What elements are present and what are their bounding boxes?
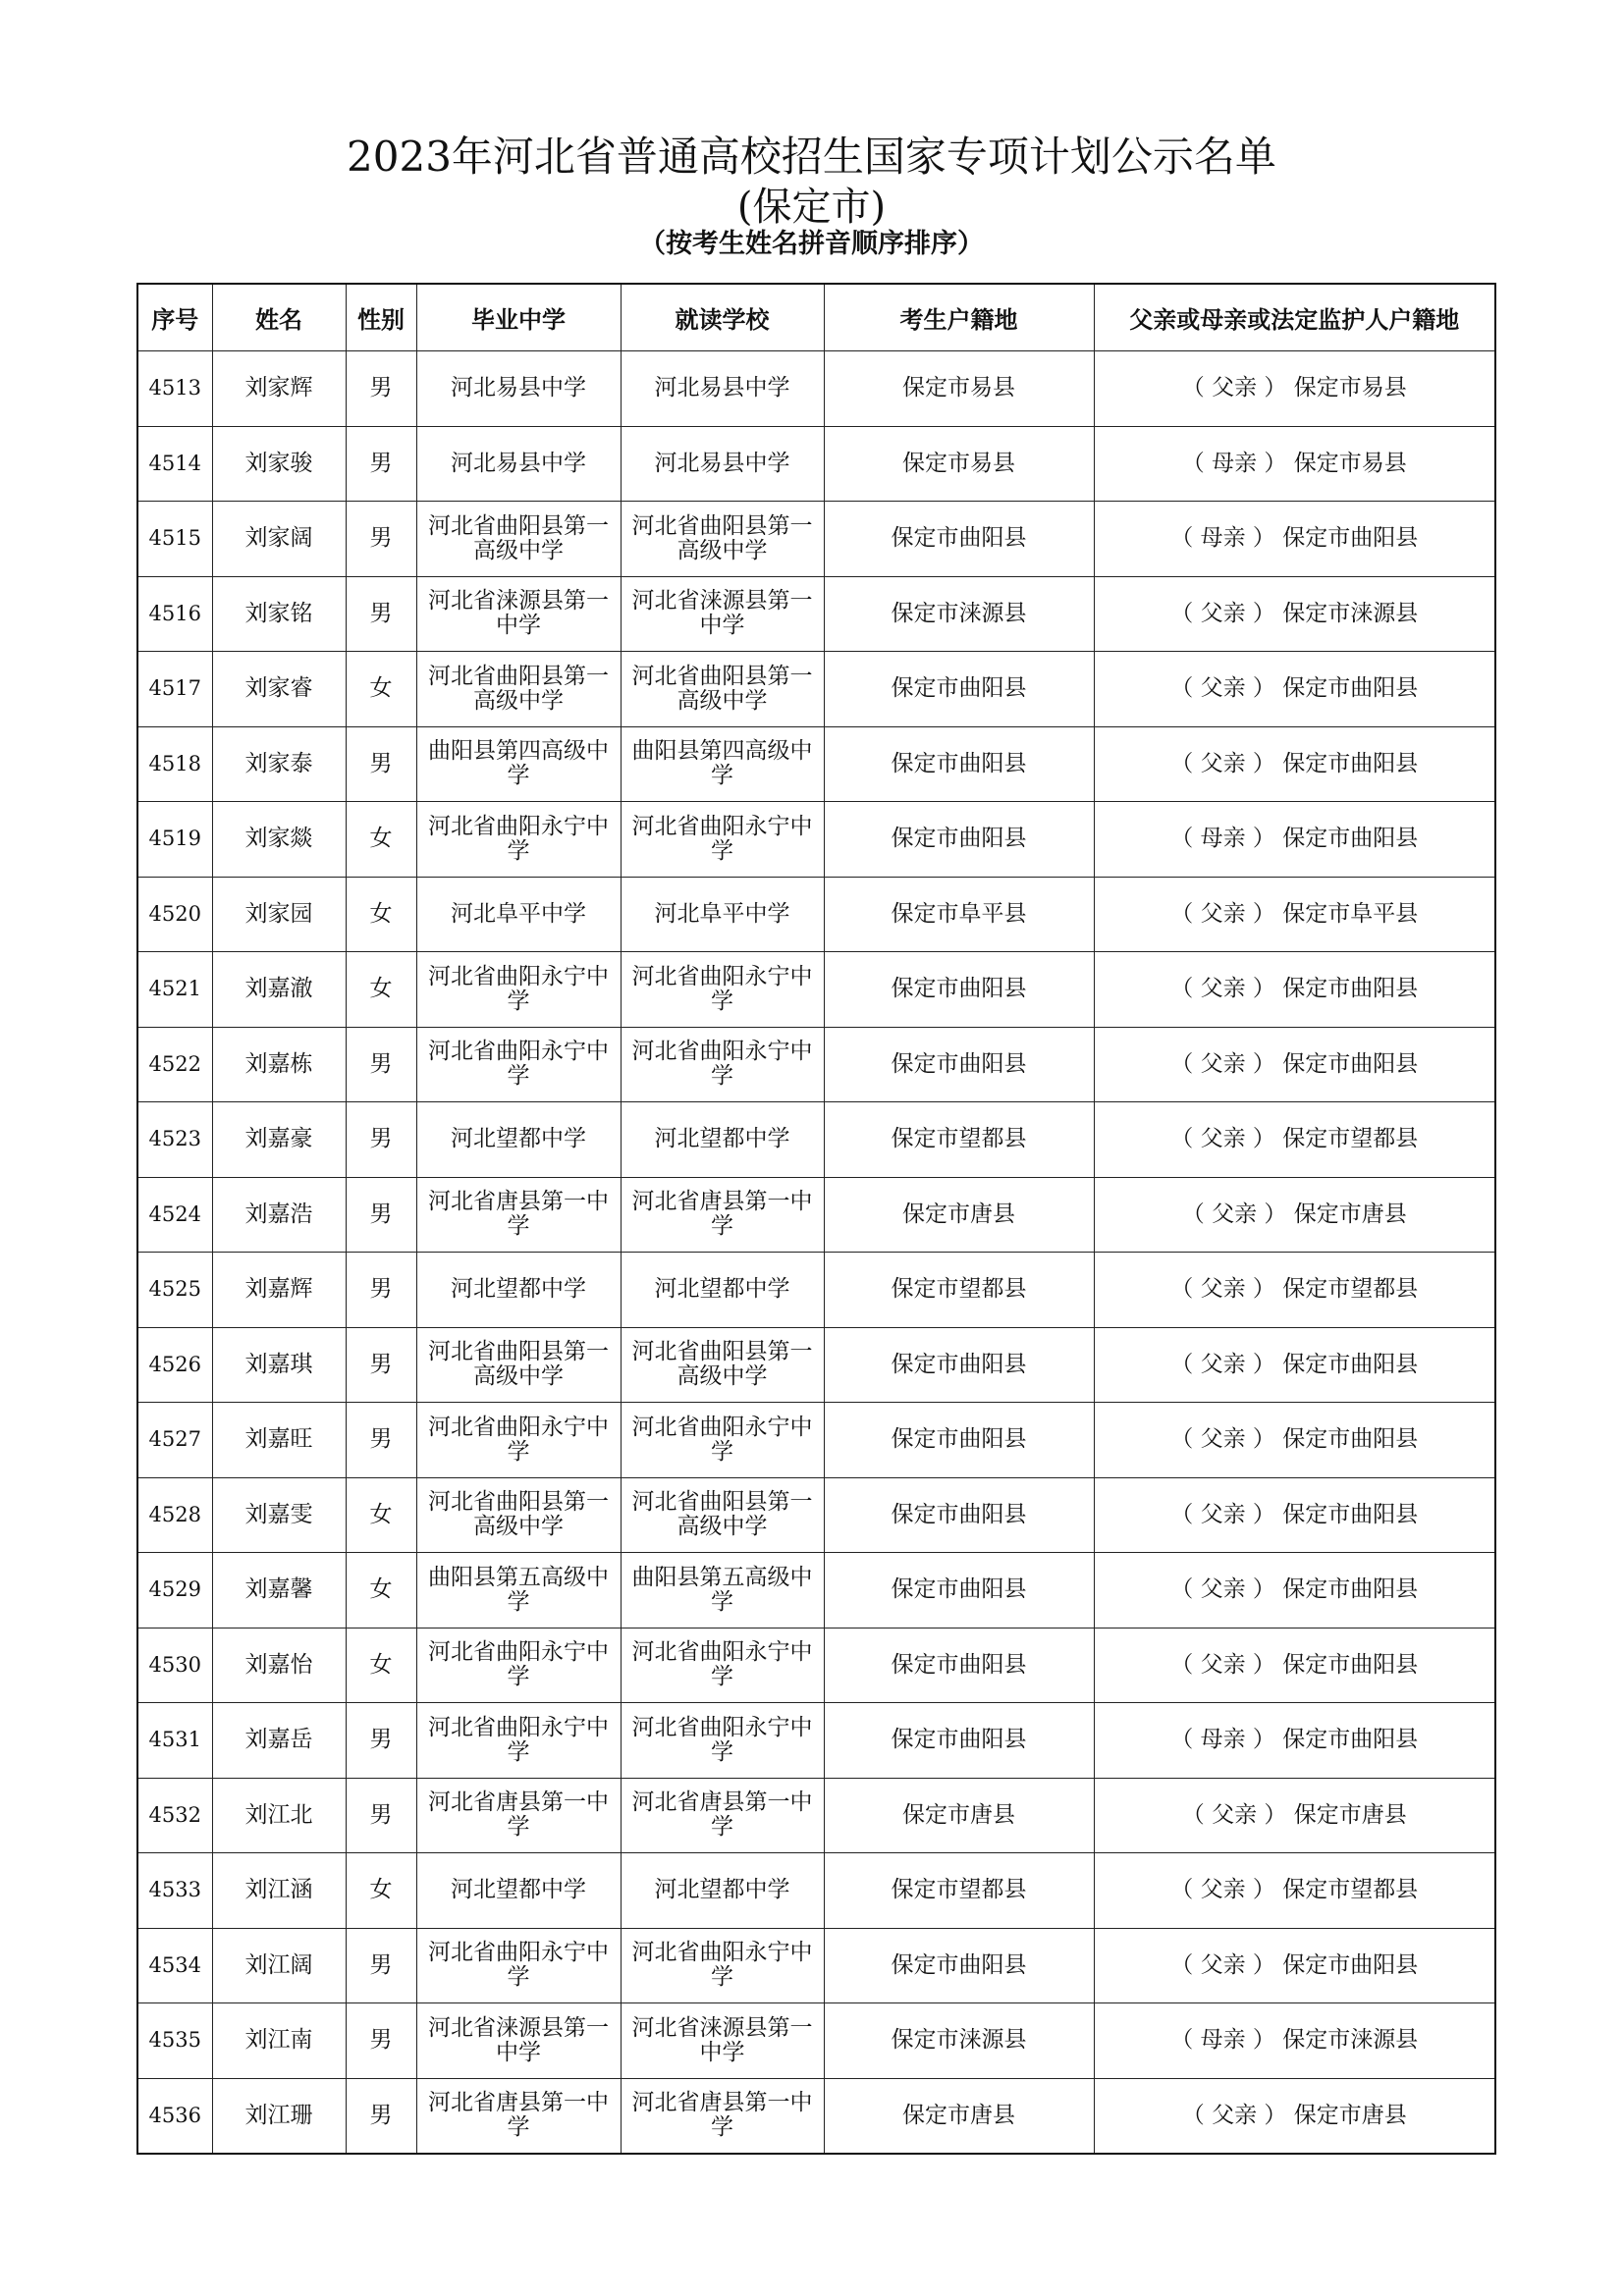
header-row — [137, 284, 1495, 351]
cell-student-hukou: 保定市望都县 — [824, 1102, 1094, 1178]
cell-student-hukou: 保定市望都县 — [824, 1253, 1094, 1328]
cell-gender: 男 — [346, 1177, 416, 1253]
cell-graduation-school: 河北阜平中学 — [416, 877, 621, 952]
cell-current-school: 河北省曲阳县第一高级中学 — [621, 1327, 824, 1403]
cell-graduation-school: 河北易县中学 — [416, 426, 621, 502]
cell-name: 刘江珊 — [212, 2078, 346, 2154]
cell-guardian-hukou: （ 父亲 ） 保定市易县 — [1094, 351, 1495, 427]
cell-name: 刘嘉雯 — [212, 1477, 346, 1553]
cell-name: 刘嘉辉 — [212, 1253, 346, 1328]
col-header-graduation-school: 毕业中学 — [416, 284, 621, 351]
cell-gender: 男 — [346, 426, 416, 502]
cell-graduation-school: 曲阳县第四高级中学 — [416, 726, 621, 802]
cell-graduation-school: 河北省涞源县第一中学 — [416, 576, 621, 652]
cell-name: 刘江阔 — [212, 1928, 346, 2003]
table-row — [137, 877, 1495, 952]
cell-graduation-school: 河北省曲阳永宁中学 — [416, 1403, 621, 1478]
cell-gender: 女 — [346, 952, 416, 1028]
table-row — [137, 726, 1495, 802]
sort-note: （按考生姓名拼音顺序排序） — [639, 229, 984, 259]
cell-gender: 男 — [346, 2078, 416, 2154]
roster-table — [136, 283, 1496, 2155]
cell-index: 4525 — [137, 1253, 212, 1328]
cell-current-school: 河北望都中学 — [621, 1853, 824, 1929]
cell-index: 4522 — [137, 1027, 212, 1102]
cell-guardian-hukou: （ 父亲 ） 保定市唐县 — [1094, 1778, 1495, 1853]
table-row — [137, 1778, 1495, 1853]
cell-name: 刘嘉旺 — [212, 1403, 346, 1478]
cell-guardian-hukou: （ 父亲 ） 保定市望都县 — [1094, 1253, 1495, 1328]
cell-current-school: 河北省曲阳县第一高级中学 — [621, 502, 824, 577]
col-header-student-hukou: 考生户籍地 — [824, 284, 1094, 351]
table-row — [137, 952, 1495, 1028]
table-row — [137, 1553, 1495, 1629]
cell-gender: 男 — [346, 1253, 416, 1328]
cell-name: 刘家园 — [212, 877, 346, 952]
table-row — [137, 1477, 1495, 1553]
table-row — [137, 1628, 1495, 1703]
cell-guardian-hukou: （ 父亲 ） 保定市望都县 — [1094, 1853, 1495, 1929]
cell-current-school: 河北省曲阳永宁中学 — [621, 952, 824, 1028]
cell-index: 4528 — [137, 1477, 212, 1553]
cell-index: 4517 — [137, 652, 212, 727]
cell-name: 刘家燚 — [212, 802, 346, 878]
cell-gender: 女 — [346, 877, 416, 952]
cell-index: 4519 — [137, 802, 212, 878]
cell-guardian-hukou: （ 父亲 ） 保定市曲阳县 — [1094, 1403, 1495, 1478]
cell-guardian-hukou: （ 父亲 ） 保定市曲阳县 — [1094, 1553, 1495, 1629]
col-header-current-school: 就读学校 — [621, 284, 824, 351]
cell-student-hukou: 保定市易县 — [824, 351, 1094, 427]
table-row — [137, 1327, 1495, 1403]
cell-index: 4520 — [137, 877, 212, 952]
cell-student-hukou: 保定市曲阳县 — [824, 652, 1094, 727]
cell-guardian-hukou: （ 父亲 ） 保定市曲阳县 — [1094, 1327, 1495, 1403]
cell-guardian-hukou: （ 父亲 ） 保定市曲阳县 — [1094, 652, 1495, 727]
cell-gender: 女 — [346, 1853, 416, 1929]
cell-student-hukou: 保定市曲阳县 — [824, 1477, 1094, 1553]
cell-name: 刘嘉浩 — [212, 1177, 346, 1253]
table-row — [137, 1027, 1495, 1102]
cell-graduation-school: 河北省唐县第一中学 — [416, 2078, 621, 2154]
cell-name: 刘家阔 — [212, 502, 346, 577]
cell-gender: 女 — [346, 1477, 416, 1553]
col-header-index: 序号 — [137, 284, 212, 351]
cell-graduation-school: 河北省唐县第一中学 — [416, 1778, 621, 1853]
cell-guardian-hukou: （ 父亲 ） 保定市涞源县 — [1094, 576, 1495, 652]
cell-index: 4534 — [137, 1928, 212, 2003]
cell-name: 刘嘉岳 — [212, 1703, 346, 1779]
cell-current-school: 河北省曲阳永宁中学 — [621, 1403, 824, 1478]
cell-name: 刘家辉 — [212, 351, 346, 427]
table-row — [137, 1928, 1495, 2003]
cell-guardian-hukou: （ 父亲 ） 保定市曲阳县 — [1094, 952, 1495, 1028]
cell-gender: 男 — [346, 1327, 416, 1403]
cell-name: 刘嘉馨 — [212, 1553, 346, 1629]
page-title: 2023年河北省普通高校招生国家专项计划公示名单 — [347, 133, 1276, 181]
cell-name: 刘家铭 — [212, 576, 346, 652]
cell-guardian-hukou: （ 父亲 ） 保定市曲阳县 — [1094, 1477, 1495, 1553]
cell-current-school: 河北易县中学 — [621, 351, 824, 427]
cell-guardian-hukou: （ 父亲 ） 保定市曲阳县 — [1094, 726, 1495, 802]
cell-current-school: 河北省曲阳永宁中学 — [621, 1027, 824, 1102]
cell-current-school: 河北望都中学 — [621, 1102, 824, 1178]
cell-index: 4535 — [137, 2003, 212, 2079]
cell-guardian-hukou: （ 父亲 ） 保定市曲阳县 — [1094, 1027, 1495, 1102]
cell-name: 刘嘉澈 — [212, 952, 346, 1028]
table-row — [137, 426, 1495, 502]
cell-graduation-school: 河北省曲阳永宁中学 — [416, 1928, 621, 2003]
cell-student-hukou: 保定市涞源县 — [824, 576, 1094, 652]
cell-current-school: 河北省曲阳永宁中学 — [621, 1628, 824, 1703]
col-header-gender: 性别 — [346, 284, 416, 351]
cell-graduation-school: 河北省曲阳县第一高级中学 — [416, 1477, 621, 1553]
cell-gender: 男 — [346, 1027, 416, 1102]
cell-name: 刘家睿 — [212, 652, 346, 727]
cell-index: 4526 — [137, 1327, 212, 1403]
cell-student-hukou: 保定市曲阳县 — [824, 1553, 1094, 1629]
cell-graduation-school: 河北望都中学 — [416, 1102, 621, 1178]
cell-current-school: 河北省曲阳县第一高级中学 — [621, 1477, 824, 1553]
table-row — [137, 1177, 1495, 1253]
cell-current-school: 河北省曲阳永宁中学 — [621, 1703, 824, 1779]
table-row — [137, 1102, 1495, 1178]
cell-student-hukou: 保定市曲阳县 — [824, 502, 1094, 577]
cell-current-school: 河北省唐县第一中学 — [621, 2078, 824, 2154]
cell-index: 4536 — [137, 2078, 212, 2154]
cell-name: 刘家骏 — [212, 426, 346, 502]
cell-index: 4515 — [137, 502, 212, 577]
cell-student-hukou: 保定市曲阳县 — [824, 1703, 1094, 1779]
cell-current-school: 河北省唐县第一中学 — [621, 1177, 824, 1253]
cell-name: 刘嘉怡 — [212, 1628, 346, 1703]
cell-graduation-school: 河北望都中学 — [416, 1253, 621, 1328]
cell-name: 刘嘉栋 — [212, 1027, 346, 1102]
cell-student-hukou: 保定市唐县 — [824, 1177, 1094, 1253]
table-row — [137, 652, 1495, 727]
table-row — [137, 1703, 1495, 1779]
cell-current-school: 曲阳县第五高级中学 — [621, 1553, 824, 1629]
cell-student-hukou: 保定市曲阳县 — [824, 952, 1094, 1028]
cell-name: 刘嘉豪 — [212, 1102, 346, 1178]
cell-current-school: 河北省涞源县第一中学 — [621, 2003, 824, 2079]
cell-graduation-school: 河北易县中学 — [416, 351, 621, 427]
cell-current-school: 曲阳县第四高级中学 — [621, 726, 824, 802]
cell-student-hukou: 保定市曲阳县 — [824, 1403, 1094, 1478]
cell-student-hukou: 保定市曲阳县 — [824, 726, 1094, 802]
cell-gender: 男 — [346, 1778, 416, 1853]
cell-graduation-school: 曲阳县第五高级中学 — [416, 1553, 621, 1629]
cell-student-hukou: 保定市曲阳县 — [824, 1628, 1094, 1703]
cell-gender: 女 — [346, 1553, 416, 1629]
table-row — [137, 576, 1495, 652]
cell-current-school: 河北省涞源县第一中学 — [621, 576, 824, 652]
cell-current-school: 河北望都中学 — [621, 1253, 824, 1328]
cell-student-hukou: 保定市唐县 — [824, 2078, 1094, 2154]
cell-graduation-school: 河北省曲阳县第一高级中学 — [416, 1327, 621, 1403]
cell-index: 4513 — [137, 351, 212, 427]
cell-guardian-hukou: （ 父亲 ） 保定市望都县 — [1094, 1102, 1495, 1178]
cell-graduation-school: 河北省唐县第一中学 — [416, 1177, 621, 1253]
cell-index: 4524 — [137, 1177, 212, 1253]
table-row — [137, 1403, 1495, 1478]
cell-gender: 女 — [346, 1628, 416, 1703]
cell-gender: 男 — [346, 1403, 416, 1478]
cell-name: 刘江涵 — [212, 1853, 346, 1929]
cell-name: 刘江南 — [212, 2003, 346, 2079]
cell-graduation-school: 河北省涞源县第一中学 — [416, 2003, 621, 2079]
cell-guardian-hukou: （ 父亲 ） 保定市唐县 — [1094, 2078, 1495, 2154]
cell-name: 刘嘉琪 — [212, 1327, 346, 1403]
cell-gender: 男 — [346, 726, 416, 802]
cell-name: 刘江北 — [212, 1778, 346, 1853]
cell-index: 4523 — [137, 1102, 212, 1178]
cell-guardian-hukou: （ 母亲 ） 保定市曲阳县 — [1094, 1703, 1495, 1779]
cell-index: 4514 — [137, 426, 212, 502]
cell-guardian-hukou: （ 母亲 ） 保定市涞源县 — [1094, 2003, 1495, 2079]
cell-guardian-hukou: （ 母亲 ） 保定市曲阳县 — [1094, 802, 1495, 878]
cell-student-hukou: 保定市易县 — [824, 426, 1094, 502]
cell-guardian-hukou: （ 母亲 ） 保定市易县 — [1094, 426, 1495, 502]
table-row — [137, 1253, 1495, 1328]
cell-graduation-school: 河北望都中学 — [416, 1853, 621, 1929]
cell-current-school: 河北省曲阳县第一高级中学 — [621, 652, 824, 727]
table-row — [137, 1853, 1495, 1929]
table-row — [137, 2078, 1495, 2154]
cell-current-school: 河北省唐县第一中学 — [621, 1778, 824, 1853]
cell-gender: 男 — [346, 1102, 416, 1178]
cell-graduation-school: 河北省曲阳县第一高级中学 — [416, 652, 621, 727]
cell-current-school: 河北易县中学 — [621, 426, 824, 502]
cell-name: 刘家泰 — [212, 726, 346, 802]
cell-student-hukou: 保定市阜平县 — [824, 877, 1094, 952]
cell-student-hukou: 保定市涞源县 — [824, 2003, 1094, 2079]
cell-index: 4518 — [137, 726, 212, 802]
cell-student-hukou: 保定市唐县 — [824, 1778, 1094, 1853]
cell-index: 4527 — [137, 1403, 212, 1478]
cell-gender: 女 — [346, 802, 416, 878]
cell-student-hukou: 保定市曲阳县 — [824, 802, 1094, 878]
cell-graduation-school: 河北省曲阳永宁中学 — [416, 802, 621, 878]
cell-guardian-hukou: （ 父亲 ） 保定市阜平县 — [1094, 877, 1495, 952]
table-row — [137, 2003, 1495, 2079]
cell-current-school: 河北省曲阳永宁中学 — [621, 1928, 824, 2003]
cell-gender: 男 — [346, 1928, 416, 2003]
cell-guardian-hukou: （ 母亲 ） 保定市曲阳县 — [1094, 502, 1495, 577]
cell-gender: 男 — [346, 502, 416, 577]
page-subtitle: (保定市) — [736, 185, 887, 230]
cell-graduation-school: 河北省曲阳永宁中学 — [416, 952, 621, 1028]
cell-guardian-hukou: （ 父亲 ） 保定市曲阳县 — [1094, 1928, 1495, 2003]
cell-index: 4532 — [137, 1778, 212, 1853]
cell-guardian-hukou: （ 父亲 ） 保定市唐县 — [1094, 1177, 1495, 1253]
cell-gender: 男 — [346, 1703, 416, 1779]
cell-student-hukou: 保定市曲阳县 — [824, 1027, 1094, 1102]
cell-index: 4531 — [137, 1703, 212, 1779]
table-row — [137, 502, 1495, 577]
cell-index: 4533 — [137, 1853, 212, 1929]
cell-index: 4521 — [137, 952, 212, 1028]
table-row — [137, 802, 1495, 878]
cell-graduation-school: 河北省曲阳永宁中学 — [416, 1027, 621, 1102]
cell-gender: 男 — [346, 576, 416, 652]
cell-graduation-school: 河北省曲阳县第一高级中学 — [416, 502, 621, 577]
cell-index: 4530 — [137, 1628, 212, 1703]
cell-guardian-hukou: （ 父亲 ） 保定市曲阳县 — [1094, 1628, 1495, 1703]
col-header-guardian-hukou: 父亲或母亲或法定监护人户籍地 — [1094, 284, 1495, 351]
cell-student-hukou: 保定市望都县 — [824, 1853, 1094, 1929]
cell-graduation-school: 河北省曲阳永宁中学 — [416, 1628, 621, 1703]
table-row — [137, 351, 1495, 427]
cell-graduation-school: 河北省曲阳永宁中学 — [416, 1703, 621, 1779]
cell-index: 4516 — [137, 576, 212, 652]
cell-current-school: 河北阜平中学 — [621, 877, 824, 952]
cell-gender: 男 — [346, 2003, 416, 2079]
col-header-name: 姓名 — [212, 284, 346, 351]
cell-gender: 女 — [346, 652, 416, 727]
cell-current-school: 河北省曲阳永宁中学 — [621, 802, 824, 878]
cell-gender: 男 — [346, 351, 416, 427]
cell-student-hukou: 保定市曲阳县 — [824, 1327, 1094, 1403]
cell-student-hukou: 保定市曲阳县 — [824, 1928, 1094, 2003]
cell-index: 4529 — [137, 1553, 212, 1629]
